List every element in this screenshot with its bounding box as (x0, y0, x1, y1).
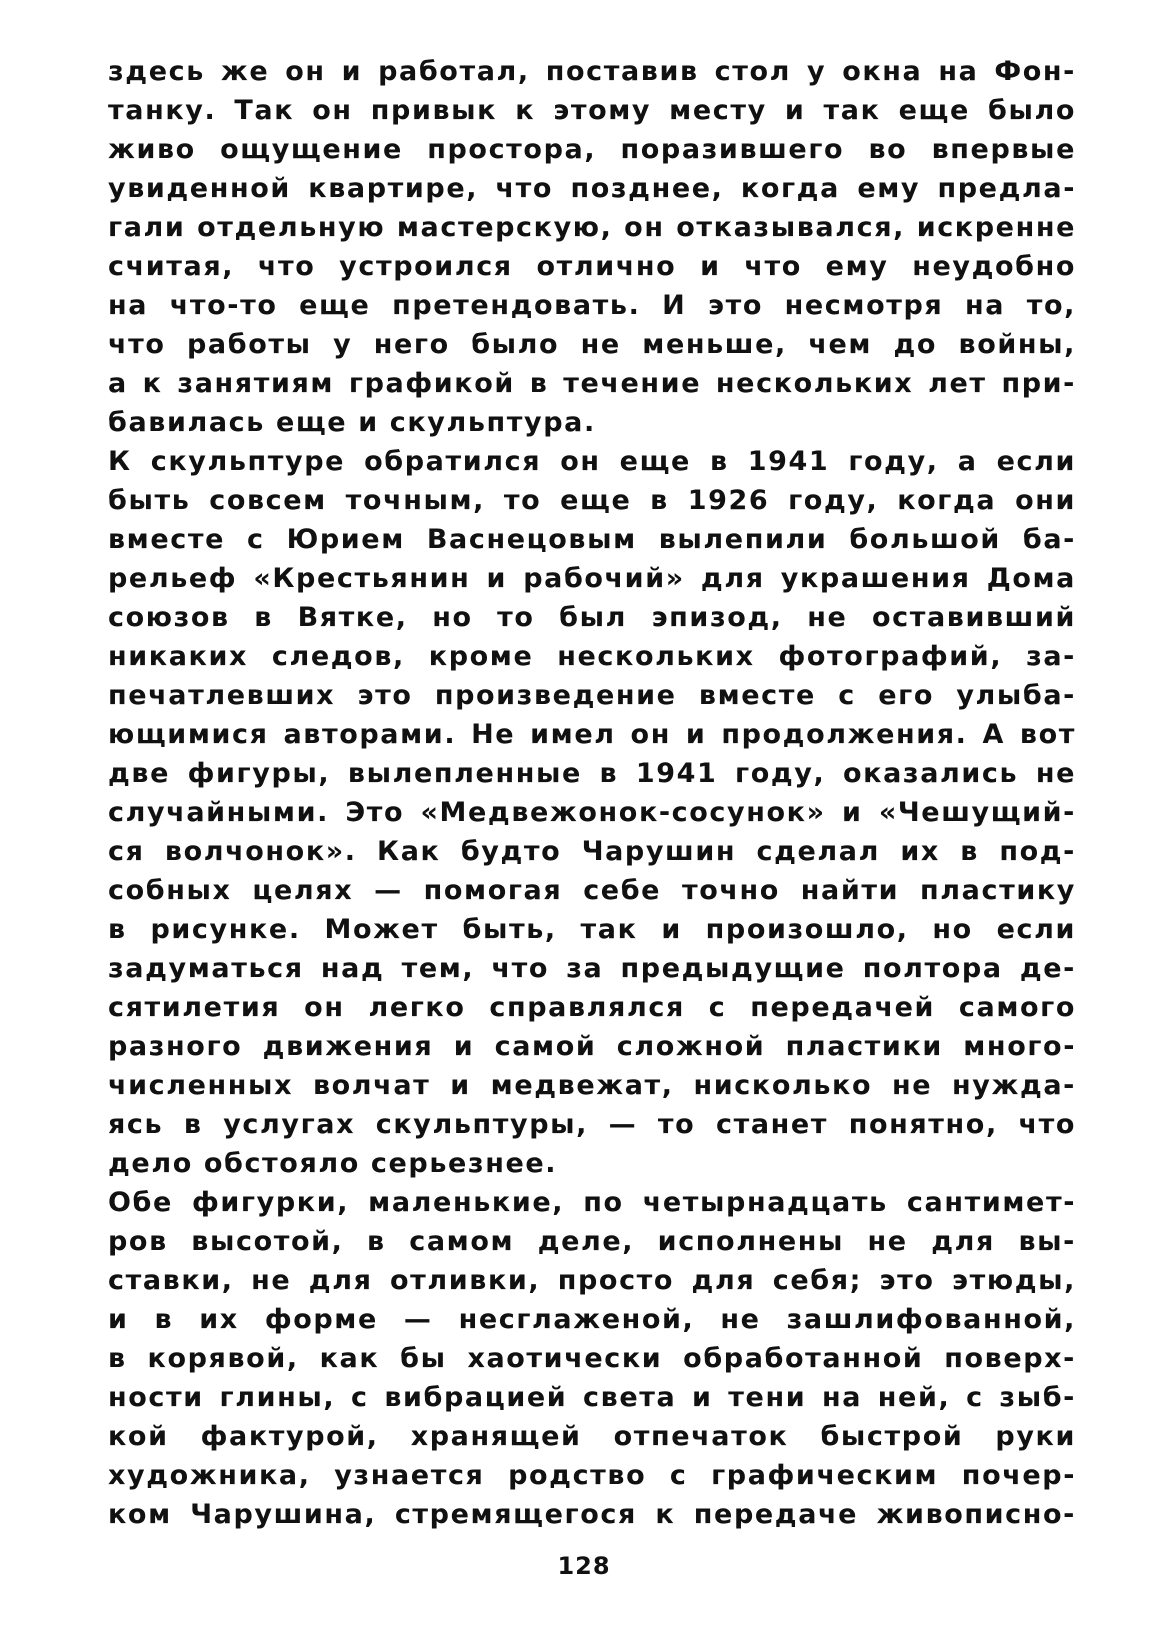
text-line: что работы у него было не меньше, чем до войны, (108, 329, 1076, 360)
text-line: рельеф «Крестьянин и рабочий» для украшения Дома (108, 563, 1076, 594)
text-line: в рисунке. Может быть, так и произошло, но если (108, 914, 1076, 945)
text-line: ся волчонок». Как будто Чарушин сделал их в под- (108, 836, 1076, 867)
text-line: в корявой, как бы хаотически обработанной поверх- (108, 1343, 1076, 1374)
text-line: ров высотой, в самом деле, исполнены не для вы- (108, 1226, 1076, 1257)
text-line: задуматься над тем, что за предыдущие полтора де- (108, 953, 1076, 984)
text-line: ясь в услугах скульптуры, — то станет понятно, что (108, 1109, 1076, 1140)
text-line: художника, узнается родство с графическим почер- (108, 1460, 1076, 1491)
page-number: 128 (557, 1552, 611, 1580)
text-line: здесь же он и работал, поставив стол у окна на Фон- (108, 56, 1076, 87)
body-text (108, 52, 1076, 1534)
text-line: быть совсем точным, то еще в 1926 году, когда они (108, 485, 1076, 516)
text-line: две фигуры, вылепленные в 1941 году, оказались не (108, 758, 1076, 789)
text-line: численных волчат и медвежат, нисколько не нужда- (108, 1070, 1076, 1101)
text-line: вместе с Юрием Васнецовым вылепили большой ба- (108, 524, 1076, 555)
text-line: считая, что устроился отлично и что ему неудобно (108, 251, 1076, 282)
text-line: собных целях — помогая себе точно найти пластику (108, 875, 1076, 906)
text-line: ющимися авторами. Не имел он и продолжения. А вот (108, 719, 1076, 750)
text-line: дело обстояло серьезнее. (108, 1148, 558, 1179)
text-line: и в их форме — несглаженой, не зашлифованной, (108, 1304, 1076, 1335)
text-line: печатлевших это произведение вместе с его улыба- (108, 680, 1076, 711)
text-line: случайными. Это «Медвежонок-сосунок» и «Чешущий- (108, 797, 1076, 828)
text-line: ности глины, с вибрацией света и тени на ней, с зыб- (108, 1382, 1076, 1413)
text-line: кой фактурой, хранящей отпечаток быстрой руки (108, 1421, 1076, 1452)
text-line: союзов в Вятке, но то был эпизод, не оставивший (108, 602, 1076, 633)
text-line: а к занятиям графикой в течение нескольких лет при- (108, 368, 1076, 399)
text-line: ставки, не для отливки, просто для себя; это этюды, (108, 1265, 1076, 1296)
text-line: разного движения и самой сложной пластики много- (108, 1031, 1076, 1062)
text-line: никаких следов, кроме нескольких фотографий, за- (108, 641, 1076, 672)
text-line: бавилась еще и скульптура. (108, 407, 596, 438)
text-line: увиденной квартире, что позднее, когда ему предла- (108, 173, 1076, 204)
text-line: ком Чарушина, стремящегося к передаче живописно- (108, 1499, 1076, 1530)
text-line: сятилетия он легко справлялся с передачей самого (108, 992, 1076, 1023)
text-line: гали отдельную мастерскую, он отказывался, искренне (108, 212, 1076, 243)
text-line: К скульптуре обратился он еще в 1941 году, а если (108, 446, 1076, 477)
text-line: живо ощущение простора, поразившего во впервые (108, 134, 1076, 165)
text-line: Обе фигурки, маленькие, по четырнадцать сантимет- (108, 1187, 1076, 1218)
text-line: танку. Так он привык к этому месту и так еще было (108, 95, 1076, 126)
text-line: на что-то еще претендовать. И это несмотря на то, (108, 290, 1076, 321)
